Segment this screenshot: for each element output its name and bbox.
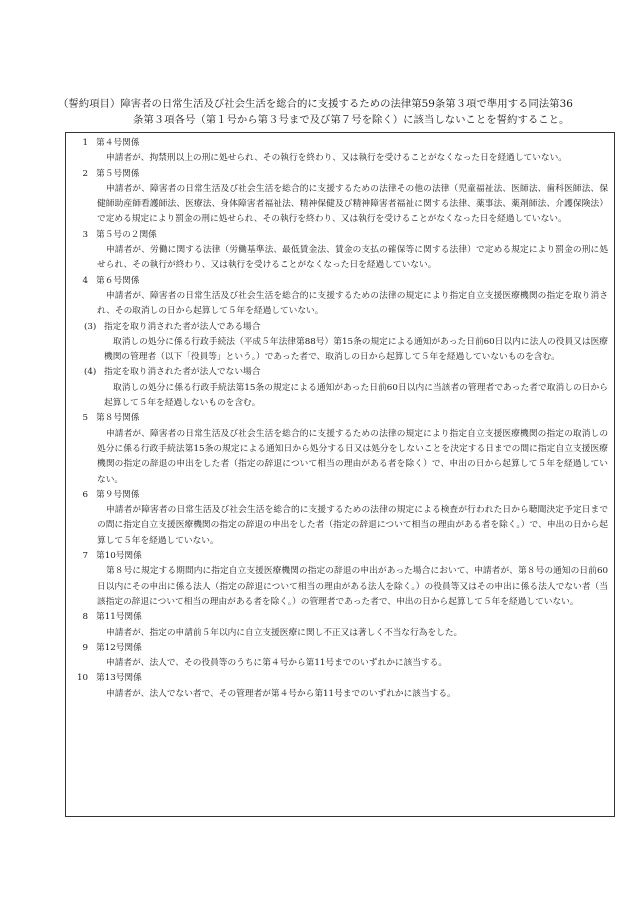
sub-item-head [72,320,608,335]
sub-item-head [72,365,608,380]
item-number: 5 [82,413,88,424]
item-text: 申請者が、障害者の日常生活及び社会生活を総合的に支援するための法律の規定により指定自立支援医療機関の指定の取消しの処分に係る行政手続法第15条の規定による通知日から処分する日又は処分をしないことを決定する日までの間に指定自立支援医療機関の指定の辞退の申出をした者（指定の辞退について相当の理由がある者を除く）で、申出の日から起算して５年を経過していない。 [97,428,608,485]
pledge-item-3 [72,228,608,274]
sub-item-number: (4) [84,367,97,378]
pledge-items-box [65,132,615,817]
pledge-item-8 [72,610,608,641]
item-text: 第８号に規定する期間内に指定自立支援医療機関の指定の辞退の申出があった場合において、申請者が、第８号の通知の日前60日以内にその申出に係る法人（指定の辞退について相当の理由がある法人を除く。）の役員等又はその申出に係る法人でない者（当該指定の辞退について相当の理由がある者を除く。）の管理者であった者で、申出の日から起算して５年を経過していない。 [97,566,608,607]
item-number: 10 [76,673,88,684]
pledge-item-4 [72,274,608,412]
pledge-heading-label: （誓約項目） [58,98,121,110]
item-number: 4 [82,275,88,286]
item-title: 第９号関係 [96,489,140,500]
item-title: 第５号関係 [96,168,140,179]
pledge-item-9 [72,641,608,672]
pledge-item-1 [72,136,608,167]
item-number: 2 [82,168,88,179]
item-title: 第11号関係 [96,612,142,623]
item-title: 第５号の２関係 [96,229,157,240]
item-text: 申請者が、障害者の日常生活及び社会生活を総合的に支援するための法律の規定により指定自立支援医療機関の指定を取り消され、その取消しの日から起算して５年を経過していない。 [97,290,608,317]
item-text: 申請者が、拘禁刑以上の刑に処せられ、その執行を終わり、又は執行を受けることがなくなった日を経過していない。 [106,153,567,164]
sub-item-text: 取消しの処分に係る行政手続法第15条の規定による通知があった日前60日以内に当該者の管理者であった者で取消しの日から起算して５年を経過しないものを含む。 [104,382,608,409]
pledge-heading-line1: 障害者の日常生活及び社会生活を総合的に支援するための法律第59条第３項で準用する同法第36 [120,98,573,110]
pledge-item-6 [72,488,608,549]
item-title: 第８号関係 [96,413,140,424]
item-text: 申請者が、労働に関する法律（労働基準法、最低賃金法、賃金の支払の確保等に関する法律）で定める規定により罰金の刑に処せられ、その執行が終わり、又は執行を受けることがなくなった日を経過していない。 [97,245,608,271]
item-number: 8 [82,612,88,623]
item-number: 9 [82,642,88,653]
item-number: 1 [82,138,88,148]
item-number: 6 [82,489,88,500]
item-title: 第６号関係 [96,275,140,286]
item-text: 申請者が、障害者の日常生活及び社会生活を総合的に支援するための法律その他の法律（児童福祉法、医師法、歯科医師法、保健師助産師看護師法、医療法、身体障害者福祉法、精神保健及び精神障害者福祉に関する法律、薬事法、薬剤師法、介護保険法）で定める規定により罰金の刑に処せられ、その執行を終わり、又は執行を受けることがなくなった日を経過していない。 [97,183,608,225]
item-text: 申請者が障害者の日常生活及び社会生活を総合的に支援するための法律の規定による検査が行われた日から聴聞決定予定日までの間に指定自立支援医療機関の指定の辞退の申出をした者（指定の辞退について相当の理由がある者を除く。）で、申出の日から起算して５年を経過していない。 [97,505,608,546]
item-title: 第13号関係 [96,673,142,684]
item-number: 3 [82,229,88,240]
pledge-item-2 [72,167,608,228]
item-number: 7 [82,551,88,562]
pledge-item-7 [72,549,608,610]
sub-item-title: 指定を取り消された者が法人である場合 [104,321,261,332]
item-title: 第10号関係 [96,551,142,562]
pledge-item-10 [72,671,608,702]
item-title: 第12号関係 [96,642,142,653]
sub-item-number: (3) [84,321,97,332]
item-text: 申請者が、法人で、その役員等のうちに第４号から第11号までのいずれかに該当する。 [106,658,448,669]
pledge-heading-line2: 条第３項各号（第１号から第３号まで及び第７号を除く）に該当しないことを誓約すること。 [133,114,570,126]
sub-item-text: 取消しの処分に係る行政手続法（平成５年法律第88号）第15条の規定による通知があった日前60日以内に法人の役員又は医療機関の管理者（以下「役員等」という。）であった者で、取消しの日から起算して５年を経過していないものを含む。 [104,336,608,363]
item-title: 第４号関係 [96,138,140,148]
pledge-item-5 [72,411,608,487]
item-text: 申請者が、指定の申請前５年以内に自立支援医療に関し不正又は著しく不当な行為をした。 [106,627,463,638]
item-text: 申請者が、法人でない者で、その管理者が第４号から第11号までのいずれかに該当する。 [106,688,456,699]
pledge-heading [58,96,614,128]
sub-item-title: 指定を取り消された者が法人でない場合 [104,367,261,378]
